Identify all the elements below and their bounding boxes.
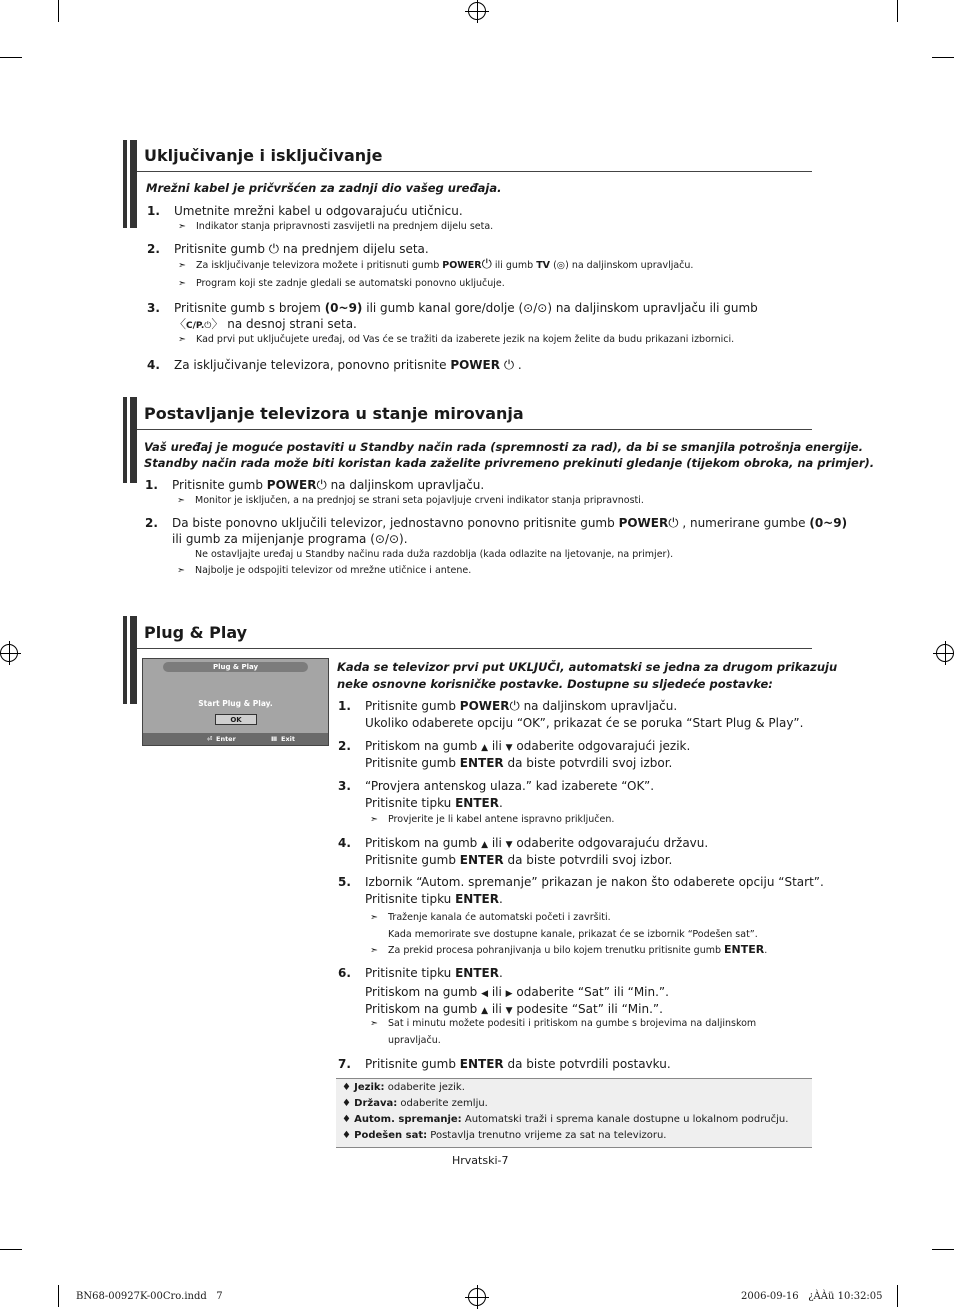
channel-down-icon: ⊙ bbox=[388, 532, 400, 546]
note-arrow-icon: ➣ bbox=[177, 565, 185, 576]
chevron-right-icon: 〉 bbox=[211, 317, 224, 331]
channel-down-icon: ⊙ bbox=[537, 301, 548, 315]
osd-message: Start Plug & Play. bbox=[198, 699, 273, 708]
note: upravljaču. bbox=[388, 1035, 441, 1046]
note: Ne ostavljajte uređaj u Standby načinu rada duža razdoblja (kada odlazite na ljetovanje, na primjer). bbox=[195, 549, 674, 560]
note: ➣ Najbolje je odspojiti televizor od mrežne utičnice i antene. bbox=[177, 565, 472, 576]
note-arrow-icon: ➣ bbox=[370, 814, 378, 825]
note-arrow-icon: ➣ bbox=[370, 1018, 378, 1029]
power-icon: ⏻ bbox=[268, 242, 280, 257]
note-arrow-icon: ➣ bbox=[370, 945, 378, 956]
crop-mark bbox=[0, 1249, 22, 1250]
step-4-line-2: Pritisnite gumb ENTER da biste potvrdili svoj izbor. bbox=[365, 853, 673, 867]
section-rule bbox=[137, 648, 812, 649]
crop-mark bbox=[0, 57, 22, 58]
note: ➣ Sat i minutu možete podesiti i pritiskom na gumbe s brojevima na daljinskom bbox=[370, 1018, 757, 1029]
section-intro: Vaš uređaj je moguće postaviti u Standby način rada (spremnosti za rad), da bi se smanjila potrošnja energije. bbox=[144, 440, 863, 454]
step-6-line-3: Pritiskom na gumb ▲ ili ▼ podesite “Sat” ili “Min.”. bbox=[365, 1002, 663, 1016]
footer-filename: BN68-00927K-00Cro.indd 7 bbox=[76, 1291, 223, 1302]
registration-mark-icon bbox=[468, 1288, 486, 1306]
step-2-line-2: Pritisnite gumb ENTER da biste potvrdili svoj izbor. bbox=[365, 756, 673, 770]
section-rule bbox=[137, 171, 812, 172]
note-arrow-icon: ➣ bbox=[178, 260, 186, 271]
note: ➣ Kad prvi put uključujete uređaj, od Vas će se tražiti da izaberete jezik na kojem želite da budu prikazani izbornici. bbox=[178, 334, 735, 345]
step-3-line-2: Pritisnite tipku ENTER. bbox=[365, 796, 503, 810]
section-bar bbox=[123, 397, 137, 483]
osd-screenshot bbox=[142, 658, 329, 746]
step-1-line-2: Ukoliko odaberete opciju “OK”, prikazat će se poruka “Start Plug & Play”. bbox=[365, 716, 804, 730]
arrow-down-icon: ▼ bbox=[505, 1006, 513, 1016]
section-bar bbox=[123, 616, 137, 704]
note-arrow-icon: ➣ bbox=[178, 278, 186, 289]
note-arrow-icon: ➣ bbox=[178, 221, 186, 232]
section-title: Postavljanje televizora u stanje mirovanja bbox=[144, 404, 524, 423]
power-icon: ⏻ bbox=[204, 321, 212, 331]
channel-up-icon: ⊙ bbox=[523, 301, 534, 315]
section-intro: neke osnovne korisničke postavke. Dostupne su sljedeće postavke: bbox=[337, 677, 773, 691]
step-6-line-2: Pritiskom na gumb ◀ ili ▶ odaberite “Sat” ili “Min.”. bbox=[365, 985, 669, 999]
chevron-left-icon: 〈 bbox=[174, 317, 187, 331]
note: Kada memorirate sve dostupne kanale, prikazat će se izbornik “Podešen sat”. bbox=[388, 929, 758, 940]
section-intro: Standby način rada može biti koristan kada zaželite privremeno prekinuti gledanje (tijekom obroka, na primjer). bbox=[144, 456, 875, 470]
power-icon: ⏻ bbox=[481, 257, 492, 272]
arrow-right-icon: ▶ bbox=[505, 989, 513, 999]
menu-icon: Ⅲ bbox=[271, 735, 278, 743]
crop-mark bbox=[58, 0, 59, 22]
arrow-up-icon: ▲ bbox=[481, 743, 488, 753]
note: ➣ Program koji ste zadnje gledali se automatski ponovno uključuje. bbox=[178, 278, 505, 289]
arrow-down-icon: ▼ bbox=[505, 743, 513, 753]
power-icon: ⏻ bbox=[503, 358, 515, 373]
arrow-left-icon: ◀ bbox=[481, 989, 488, 999]
step-2-line-2: ili gumb za mijenjanje programa (⊙/⊙). bbox=[172, 532, 408, 546]
osd-ok-button: OK bbox=[215, 714, 257, 725]
osd-title: Plug & Play bbox=[163, 662, 308, 672]
osd-bottom-bar: ⏎ Enter Ⅲ Exit bbox=[143, 733, 328, 745]
note: ➣ Provjerite je li kabel antene ispravno priključen. bbox=[370, 814, 615, 825]
settings-summary-box bbox=[336, 1078, 812, 1148]
note: ➣ Za isključivanje televizora možete i pritisnuti gumb POWER⏻ ili gumb TV (◎) na daljinskom upravljaču. bbox=[178, 257, 694, 272]
note-arrow-icon: ➣ bbox=[178, 334, 186, 345]
channel-up-icon: ⊙ bbox=[374, 532, 385, 546]
section-bar bbox=[123, 140, 137, 228]
crop-mark bbox=[897, 1285, 898, 1307]
page-number: Hrvatski-7 bbox=[452, 1154, 509, 1167]
step-5-line-2: Pritisnite tipku ENTER. bbox=[365, 892, 503, 906]
note: ➣ Traženje kanala će automatski početi i završiti. bbox=[370, 912, 611, 923]
section-intro: Kada se televizor prvi put UKLJUČI, automatski se jedna za drugom prikazuju bbox=[337, 660, 838, 674]
section-intro: Mrežni kabel je pričvršćen za zadnji dio vašeg uređaja. bbox=[146, 181, 502, 195]
enter-icon: ⏎ bbox=[207, 735, 213, 743]
section-title: Uključivanje i isključivanje bbox=[144, 146, 383, 165]
note: ➣ Za prekid procesa pohranjivanja u bilo kojem trenutku pritisnite gumb ENTER. bbox=[370, 943, 768, 956]
section-title: Plug & Play bbox=[144, 623, 248, 642]
crop-mark bbox=[897, 0, 898, 22]
power-icon: ⏻ bbox=[509, 699, 520, 714]
registration-mark-icon bbox=[936, 644, 954, 662]
power-icon: ⏻ bbox=[316, 478, 327, 493]
arrow-up-icon: ▲ bbox=[481, 840, 488, 850]
power-icon: ⏻ bbox=[668, 516, 679, 531]
footer-date: 2006-09-16 ¿ÀÀü 10:32:05 bbox=[741, 1291, 883, 1302]
arrow-down-icon: ▼ bbox=[505, 840, 513, 850]
note-arrow-icon: ➣ bbox=[370, 912, 378, 923]
note: ➣ Indikator stanja pripravnosti zasvijetli na prednjem dijelu seta. bbox=[178, 221, 494, 232]
summary-item: ♦ Podešen sat: Postavlja trenutno vrijeme za sat na televizoru. bbox=[342, 1130, 667, 1141]
section-rule bbox=[137, 429, 812, 430]
step-3-line-2: 〈C/P.⏻〉 na desnoj strani seta. bbox=[174, 317, 357, 331]
crop-mark bbox=[932, 1249, 954, 1250]
crop-mark bbox=[58, 1285, 59, 1307]
summary-item: ♦ Jezik: odaberite jezik. bbox=[342, 1082, 465, 1093]
registration-mark-icon bbox=[468, 2, 486, 20]
tv-button-icon: ◎ bbox=[556, 260, 566, 271]
registration-mark-icon bbox=[0, 644, 18, 662]
note-arrow-icon: ➣ bbox=[177, 495, 185, 506]
summary-item: ♦ Autom. spremanje: Automatski traži i sprema kanale dostupne u lokalnom području. bbox=[342, 1114, 789, 1125]
note: ➣ Monitor je isključen, a na prednjoj se strani seta pojavljuje crveni indikator stanja pripravnosti. bbox=[177, 495, 644, 506]
arrow-up-icon: ▲ bbox=[481, 1006, 488, 1016]
crop-mark bbox=[932, 57, 954, 58]
summary-item: ♦ Država: odaberite zemlju. bbox=[342, 1098, 488, 1109]
